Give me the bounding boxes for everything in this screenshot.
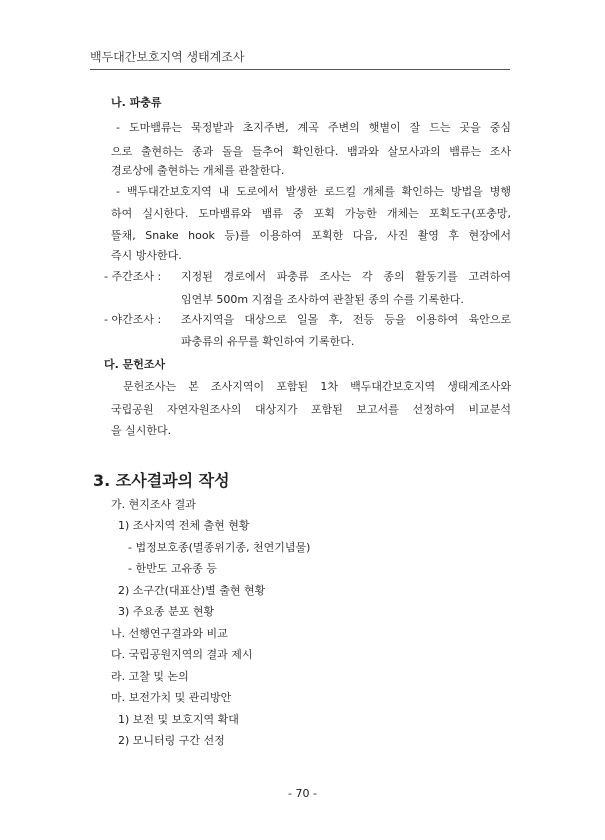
outline-item: - 법정보호종(멸종위기종, 천연기념물) bbox=[128, 541, 311, 554]
day-survey-label: - 주간조사 : bbox=[104, 270, 162, 283]
night-survey-text: 조사지역을 대상으로 일몰 후, 전등 등을 이용하여 육안으로 bbox=[181, 313, 511, 326]
outline-item: 가. 현지조사 결과 bbox=[111, 498, 196, 511]
day-survey-text: 임연부 500m 지점을 조사하여 관찰된 종의 수를 기록한다. bbox=[181, 293, 464, 306]
body-line: 국립공원 자연자원조사의 대상지가 포함된 보고서를 선정하여 비교분석 bbox=[111, 403, 511, 416]
body-line: - 백두대간보호지역 내 도로에서 발생한 로드킬 개체를 확인하는 방법을 병행 bbox=[116, 185, 511, 198]
outline-item: 2) 모니터링 구간 선정 bbox=[118, 734, 225, 747]
outline-item: 라. 고찰 및 논의 bbox=[111, 670, 189, 683]
section-title: 3. 조사결과의 작성 bbox=[93, 471, 230, 490]
body-line: 하여 실시한다. 도마뱀류와 뱀류 중 포획 가능한 개체는 포획도구(포충망, bbox=[111, 207, 511, 220]
body-line: 으로 출현하는 종과 돌을 들추어 확인한다. 뱀과와 살모사과의 뱀류는 조사 bbox=[111, 145, 511, 158]
outline-item: 다. 국립공원지역의 결과 제시 bbox=[111, 648, 253, 661]
subsection-heading-literature: 다. 문헌조사 bbox=[104, 358, 166, 371]
body-line: 문헌조사는 본 조사지역이 포함된 1차 백두대간보호지역 생태계조사와 bbox=[123, 380, 511, 393]
body-line: - 도마뱀류는 묵정밭과 초지주변, 계곡 주변의 햇볕이 잘 드는 곳을 중심 bbox=[116, 121, 511, 134]
subsection-heading-reptiles: 나. 파충류 bbox=[111, 96, 162, 109]
outline-item: 2) 소구간(대표산)별 출현 현황 bbox=[118, 584, 266, 597]
outline-item: 3) 주요종 분포 현황 bbox=[118, 605, 215, 618]
body-line: 을 실시한다. bbox=[111, 424, 172, 437]
page-number: - 70 - bbox=[288, 787, 317, 800]
outline-item: 1) 조사지역 전체 출현 현황 bbox=[118, 519, 250, 532]
outline-item: 1) 보전 및 보호지역 확대 bbox=[118, 713, 239, 726]
running-header: 백두대간보호지역 생태계조사 bbox=[90, 50, 510, 70]
night-survey-text: 파충류의 유무를 확인하여 기록한다. bbox=[181, 335, 355, 348]
night-survey-label: - 야간조사 : bbox=[104, 313, 162, 326]
body-line: 경로상에 출현하는 개체를 관찰한다. bbox=[111, 164, 285, 177]
body-line: 즉시 방사한다. bbox=[111, 249, 182, 262]
body-line: 뜰채, Snake hook 등)를 이용하여 포획한 다음, 사진 촬영 후 현장에서 bbox=[111, 229, 511, 242]
outline-item: 마. 보전가치 및 관리방안 bbox=[111, 691, 232, 704]
outline-item: 나. 선행연구결과와 비교 bbox=[111, 627, 228, 640]
day-survey-text: 지정된 경로에서 파충류 조사는 각 종의 활동기를 고려하여 bbox=[181, 270, 511, 283]
outline-item: - 한반도 고유종 등 bbox=[128, 562, 217, 575]
